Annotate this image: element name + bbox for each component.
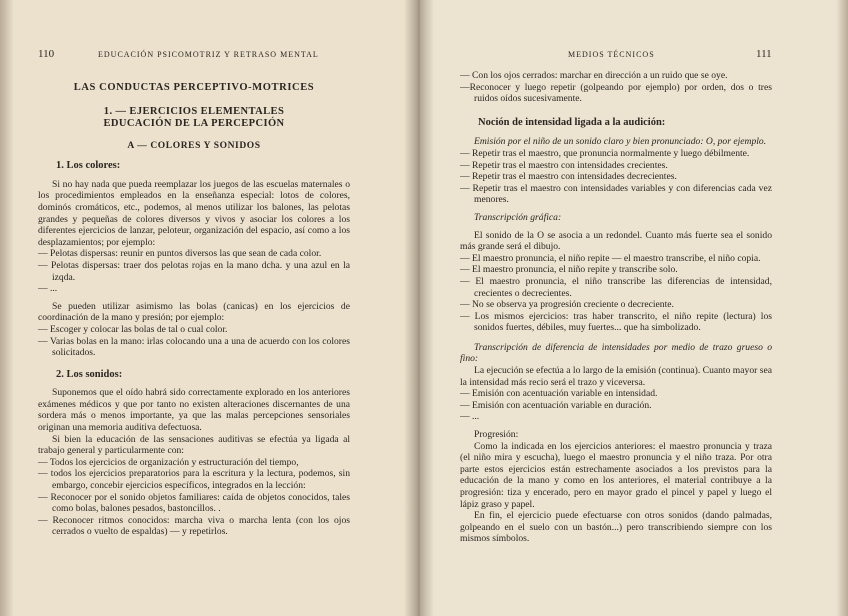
list-item: — El maestro pronuncia, el niño repite y transcribe solo. [460, 264, 678, 276]
subsection-title: A — COLORES Y SONIDOS [127, 140, 261, 151]
list-item: — Reconocer por el sonido objetos familiares: caída de objetos conocidos, tales como bolas, balones pesados, bastoncillos. . [38, 491, 350, 515]
left-page [0, 0, 418, 616]
left-page-text [38, 50, 350, 538]
list-item: — Emisión con acentuación variable en intensidad. [460, 388, 658, 400]
progression-heading: Progresión: [474, 429, 519, 441]
right-page [418, 0, 848, 616]
paragraph: Como la indicada en los ejercicios anteriores: el maestro pronuncia y traza (el niño mira y escucha), luego el maestro pronuncia y el niño traza. Por otra parte estos ejercicios están estrechamente asociados a los previstos para la educación de la mano y como en los anteriores, el material contribuye a la progresión: tiza y encerado, pero en mayor grado el pincel y papel y luego el lápiz graso y papel. [460, 440, 772, 510]
colores-heading: 1. Los colores: [56, 160, 121, 172]
list-item: — El maestro pronuncia, el niño repite — el maestro transcribe, el niño copia. [460, 252, 761, 264]
page-edge-shadow [0, 0, 14, 616]
page-number: 111 [756, 48, 772, 60]
notion-heading: Noción de intensidad ligada a la audición: [478, 116, 666, 128]
list-item: — Todos los ejercicios de organización y estructuración del tiempo, [38, 456, 299, 468]
list-item: — El maestro pronuncia, el niño transcribe las diferencias de intensidad, crecientes o decrecientes. [460, 275, 772, 299]
list-item: — Pelotas dispersas: traer dos pelotas rojas en la mano dcha. y una azul en la izqda. [38, 259, 350, 283]
list-item: — todos los ejercicios preparatorios para la escritura y la lectura, podemos, sin embargo, concebir ejercicios específicos, integrados en la lección: [38, 468, 350, 492]
list-item: — Repetir tras el maestro con intensidades variables y con diferencias cada vez menores. [460, 182, 772, 206]
list-item: — Varias bolas en la mano: irlas colocando una a una de acuerdo con los colores solicitados. [38, 335, 350, 359]
paragraph: Emisión por el niño de un sonido claro y bien pronunciado: O, por ejemplo. [474, 136, 767, 148]
list-item: — Reconocer ritmos conocidos: marcha viva o marcha lenta (con los ojos cerrados o vuelto de espaldas) — y repetirlos. [38, 514, 350, 538]
paragraph: Si bien la educación de las sensaciones auditivas se efectúa ya ligada al trabajo general y particularmente con: [38, 433, 350, 457]
paragraph: Se pueden utilizar asimismo las bolas (canicas) en los ejercicios de coordinación de la mano y presión; por ejemplo: [38, 300, 350, 324]
book-gutter [404, 0, 434, 616]
sonidos-heading: 2. Los sonidos: [56, 368, 123, 380]
chapter-title: LAS CONDUCTAS PERCEPTIVO-MOTRICES [73, 82, 315, 93]
paragraph: Suponemos que el oído habrá sido correctamente explorado en los anteriores exámenes médicos y que por tanto no existen alteraciones discernantes de una sordera más o menos importante, ya que las malas percepciones sensoriales originan una memoria auditiva defectuosa. [38, 387, 350, 434]
running-head: EDUCACIÓN PSICOMOTRIZ Y RETRASO MENTAL [98, 50, 319, 59]
section-title-line-2: EDUCACIÓN DE LA PERCEPCIÓN [103, 118, 285, 130]
list-item: —Reconocer y luego repetir (golpeando por ejemplo) por orden, dos o tres ruidos oídos sucesivamente. [460, 81, 772, 105]
list-item: — ... [460, 411, 480, 423]
paragraph: El sonido de la O se asocia a un redondel. Cuanto más fuerte sea el sonido más grande será el dibujo. [460, 229, 772, 253]
paragraph: En fin, el ejercicio puede efectuarse con otros sonidos (dando palmadas, golpeando en el suelo con un bastón...) pero transcribiendo siempre con los mismos símbolos. [460, 510, 772, 545]
page-number: 110 [38, 48, 55, 60]
list-item: — Con los ojos cerrados: marchar en dirección a un ruido que se oye. [460, 70, 728, 81]
list-item: — Escoger y colocar las bolas de tal o cual color. [38, 323, 228, 335]
list-item: — Los mismos ejercicios: tras haber transcrito, el niño repite (lectura) los sonidos fuertes, débiles, muy fuertes... que ha simbolizado. [460, 310, 772, 334]
list-item: — Repetir tras el maestro con intensidades crecientes. [460, 159, 668, 171]
page-edge-shadow [836, 0, 848, 616]
list-item: — ... [38, 283, 58, 295]
paragraph: La ejecución se efectúa a lo largo de la emisión (continua). Cuanto mayor sea la intensidad más recio será el trazo y viceversa. [460, 365, 772, 388]
list-item: — Pelotas dispersas: reunir en puntos diversos las que sean de cada color. [38, 248, 322, 260]
paragraph: Si no hay nada que pueda reemplazar los juegos de las escuelas maternales o los procedimientos empleados en la enseñanza especial: lotos de colores, dominós cromáticos, etc., podemos, al menos utilizar los balones, las pelotas grandes y pequeñas de colores diversos y vivos y asociar los colores a los diferentes ejercicios de lanzar, peloteur, organización del espacio, así como a los desplazamientos; por ejemplo: [38, 178, 350, 248]
transcription-heading: Transcripción gráfica: [474, 211, 562, 223]
list-item: — No se observa ya progresión creciente o decreciente. [460, 299, 674, 311]
transcription-heading-2: Transcripción de diferencia de intensidades por medio de trazo grueso o fino: [460, 341, 772, 365]
running-head: MEDIOS TÉCNICOS [568, 50, 655, 59]
list-item: — Repetir tras el maestro con intensidades decrecientes. [460, 171, 677, 183]
list-item: — Emisión con acentuación variable en duración. [460, 399, 652, 411]
section-title-line-1: 1. — EJERCICIOS ELEMENTALES [103, 105, 285, 117]
right-page-text [460, 70, 772, 545]
list-item: — Repetir tras el maestro, que pronuncia normalmente y luego débilmente. [460, 147, 750, 159]
